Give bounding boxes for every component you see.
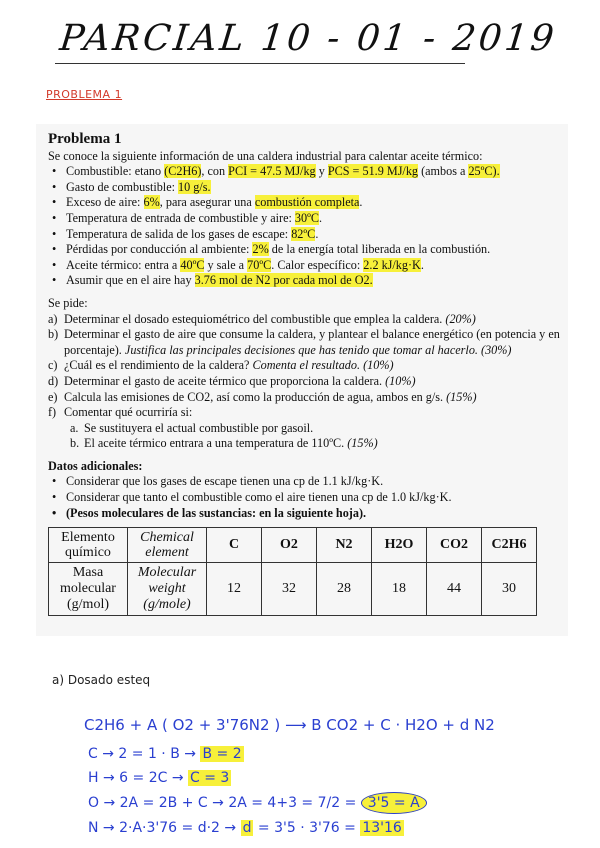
text: Pérdidas por conducción al ambiente: <box>66 242 253 257</box>
ask-note: (10%) <box>385 373 416 388</box>
text: , para asegurar una <box>159 195 255 210</box>
page-title: PARCIAL 10 - 01 - 2019 <box>57 18 559 59</box>
line-text: N → 2·A·3'76 = d·2 → <box>88 820 237 836</box>
text: Asumir que en el aire hay <box>66 273 195 288</box>
highlight: 40ºC <box>180 257 205 272</box>
ask-item <box>48 374 562 390</box>
result-highlight: d <box>242 820 252 836</box>
text: y sale a <box>204 257 248 272</box>
ask-text: Determinar el gasto de aire que consume la caldera, y plantear el balance energético (en potencia y en porcentaje). <box>64 327 560 357</box>
text: Temperatura de salida de los gases de escape: <box>66 226 292 241</box>
result-highlight: 13'16 <box>362 820 402 836</box>
problem-heading: Problema 1 <box>48 131 122 147</box>
ask-text: Calcula las emisiones de CO2, así como la producción de agua, ambos en g/s. <box>64 389 444 404</box>
ask-text: Determinar el dosado estequiométrico del combustible que emplea la caldera. <box>64 311 443 326</box>
line-text: C → 2 = 1 · B → <box>88 746 196 762</box>
table-cell: Masa molecular (g/mol) <box>49 563 128 616</box>
table-header-cell: O2 <box>262 528 317 563</box>
sub-ask-label: b. <box>70 436 80 451</box>
table-cell: 12 <box>207 563 262 616</box>
combustion-equation: C2H6 + A ( O2 + 3'76N2 ) ⟶ B CO2 + C · H2O + d N2 <box>84 716 495 734</box>
ask-note: (10%) <box>363 358 394 373</box>
highlight: 3.76 mol de N2 por cada mol de O2. <box>194 273 373 288</box>
oxygen-balance <box>88 795 427 811</box>
sub-ask-text: Se sustituyera el actual combustible por gasoil. <box>84 420 314 435</box>
text: Exceso de aire: <box>66 195 144 210</box>
text: Combustible: etano <box>66 164 165 179</box>
ask-item <box>48 312 562 328</box>
highlight: 82ºC <box>291 226 316 241</box>
table-cell: 30 <box>482 563 537 616</box>
table-cell: 18 <box>372 563 427 616</box>
text: Aceite térmico: entra a <box>66 257 181 272</box>
table-cell: Molecular weight (g/mole) <box>128 563 207 616</box>
table-header-cell: H2O <box>372 528 427 563</box>
result-highlight: B = 2 <box>202 746 242 762</box>
list-item: • (Pesos moleculares de las sustancias: en la siguiente hoja). <box>66 506 562 522</box>
sub-ask-text: El aceite térmico entrara a una temperatura de 110ºC. <box>84 436 345 451</box>
notes-section-label: a) Dosado esteq <box>52 673 151 687</box>
text: (ambos a <box>418 164 469 179</box>
highlight: 30ºC <box>294 210 320 225</box>
text: y <box>315 164 328 179</box>
problem-document <box>36 124 568 636</box>
ask-item <box>48 390 562 406</box>
text: . <box>319 210 323 225</box>
ask-note: (30%) <box>481 342 512 357</box>
ask-label: f) <box>48 405 57 420</box>
ask-italic: Justifica las principales decisiones que has tenido que tomar al hacerlo. <box>124 342 478 357</box>
problem-intro: Se conoce la siguiente información de una caldera industrial para calentar aceite térmico: <box>48 148 483 163</box>
table-cell: 44 <box>427 563 482 616</box>
nitrogen-balance <box>88 820 404 836</box>
list-item <box>66 211 562 227</box>
title-underline <box>55 63 465 64</box>
ask-text: Determinar el gasto de aceite térmico que proporciona la caldera. <box>64 373 383 388</box>
ask-note: (20%) <box>445 311 476 326</box>
highlight: combustión completa <box>254 195 360 210</box>
list-item <box>66 180 562 196</box>
highlight: (C2H6) <box>164 164 202 179</box>
asks-intro: Se pide: <box>48 295 88 310</box>
text: , con <box>201 164 229 179</box>
table-cell: 28 <box>317 563 372 616</box>
highlight: PCS = 51.9 MJ/kg <box>327 164 419 179</box>
text: Gasto de combustible: <box>66 179 179 194</box>
text: . <box>420 257 424 272</box>
text: Temperatura de entrada de combustible y aire: <box>66 210 295 225</box>
hydrogen-balance <box>88 770 231 786</box>
text: de la energía total liberada en la combustión. <box>268 242 491 257</box>
highlight: 25ºC). <box>468 164 500 179</box>
list-item: • Considerar que los gases de escape tienen una cp de 1.1 kJ/kg·K. <box>66 474 562 490</box>
text: . <box>359 195 363 210</box>
section-tag: PROBLEMA 1 <box>46 88 123 101</box>
highlight: 2.2 kJ/kg·K <box>363 257 421 272</box>
list-item <box>66 164 562 180</box>
sub-ask-item <box>48 436 562 452</box>
ask-italic: Comenta el resultado. <box>252 358 361 373</box>
highlight: 70ºC <box>247 257 272 272</box>
sub-ask-note: (15%) <box>347 436 378 451</box>
sub-ask-item <box>48 421 562 437</box>
text: . Calor específico: <box>271 257 364 272</box>
table-header-cell: C2H6 <box>482 528 537 563</box>
extra-heading: Datos adicionales: <box>48 458 143 473</box>
givens-list <box>48 164 562 289</box>
ask-item <box>48 327 562 358</box>
asks-list <box>48 312 562 452</box>
text: . <box>315 226 319 241</box>
ask-label: a) <box>48 311 58 326</box>
list-item <box>66 227 562 243</box>
list-item <box>66 258 562 274</box>
line-text: O → 2A = 2B + C → 2A = 4+3 = 7/2 = <box>88 795 357 811</box>
line-text: = 3'5 · 3'76 = <box>257 820 356 836</box>
result-highlight: 3'5 = A <box>361 792 427 814</box>
table-row <box>49 563 537 616</box>
list-item <box>66 273 562 289</box>
ask-label: c) <box>48 358 58 373</box>
ask-text: Comentar qué ocurriría si: <box>64 405 193 420</box>
table-header-cell: C <box>207 528 262 563</box>
table-header-cell: N2 <box>317 528 372 563</box>
highlight: PCI = 47.5 MJ/kg <box>228 164 316 179</box>
ask-label: b) <box>48 327 59 342</box>
highlight: 10 g/s. <box>178 179 211 194</box>
table-header-cell: CO2 <box>427 528 482 563</box>
list-item <box>66 195 562 211</box>
table-header-cell: Chemical element <box>128 528 207 563</box>
highlight: 6% <box>143 195 160 210</box>
table-cell: 32 <box>262 563 317 616</box>
ask-text: ¿Cuál es el rendimiento de la caldera? <box>64 358 250 373</box>
ask-note: (15%) <box>446 389 477 404</box>
extra-list <box>48 474 562 521</box>
table-row <box>49 528 537 563</box>
ask-item <box>48 405 562 421</box>
ask-label: d) <box>48 373 59 388</box>
result-highlight: C = 3 <box>190 770 230 786</box>
list-item <box>66 242 562 258</box>
table-header-cell: Elemento químico <box>49 528 128 563</box>
ask-item <box>48 358 562 374</box>
ask-label: e) <box>48 389 58 404</box>
list-item: • Considerar que tanto el combustible como el aire tienen una cp de 1.0 kJ/kg·K. <box>66 490 562 506</box>
line-text: H → 6 = 2C → <box>88 770 184 786</box>
highlight: 2% <box>252 242 269 257</box>
carbon-balance <box>88 746 244 762</box>
sub-ask-label: a. <box>70 420 79 435</box>
molecular-weight-table <box>48 527 537 616</box>
